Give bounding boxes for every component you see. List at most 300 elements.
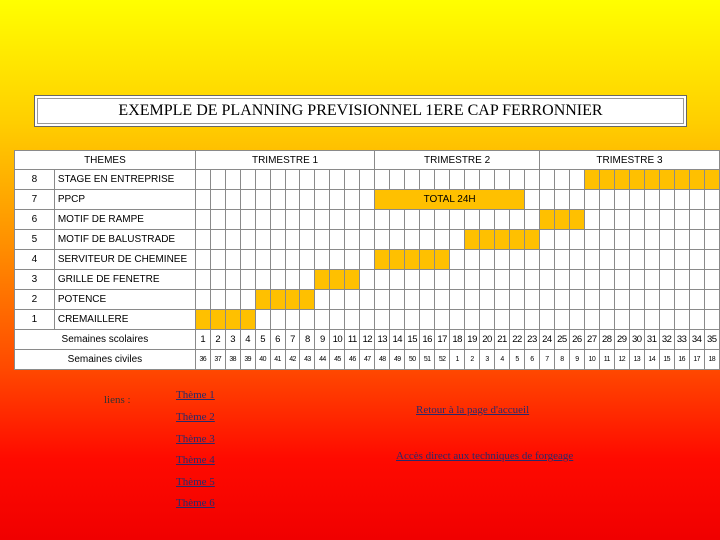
week-cell xyxy=(330,290,345,310)
week-cell xyxy=(450,270,465,290)
school-week-number: 12 xyxy=(360,330,375,350)
week-cell xyxy=(255,310,270,330)
week-cell xyxy=(345,190,360,210)
scheduled-week-cell xyxy=(674,170,689,190)
week-cell xyxy=(704,250,719,270)
gantt-row xyxy=(15,190,720,210)
week-cell xyxy=(480,170,495,190)
school-week-number: 13 xyxy=(375,330,390,350)
week-cell xyxy=(375,310,390,330)
scheduled-week-cell xyxy=(584,170,599,190)
home-page-link[interactable]: Retour à la page d'accueil xyxy=(416,404,530,416)
theme-label: POTENCE xyxy=(54,290,195,310)
week-cell xyxy=(510,250,525,270)
week-cell xyxy=(435,230,450,250)
week-cell xyxy=(480,210,495,230)
week-cell xyxy=(689,270,704,290)
week-cell xyxy=(554,230,569,250)
week-cell xyxy=(510,290,525,310)
page-title-text: EXEMPLE DE PLANNING PREVISIONNEL 1ERE CAP FERRONNIER xyxy=(118,102,603,119)
week-cell xyxy=(315,170,330,190)
week-cell xyxy=(300,170,315,190)
week-cell xyxy=(240,230,255,250)
school-week-number: 16 xyxy=(420,330,435,350)
civil-weeks-row xyxy=(15,350,720,370)
week-cell xyxy=(524,170,539,190)
week-cell xyxy=(195,210,210,230)
week-cell xyxy=(554,270,569,290)
week-cell xyxy=(195,190,210,210)
week-cell xyxy=(390,230,405,250)
school-week-number: 11 xyxy=(345,330,360,350)
school-week-number: 18 xyxy=(450,330,465,350)
week-cell xyxy=(270,170,285,190)
gantt-row xyxy=(15,230,720,250)
school-week-number: 27 xyxy=(584,330,599,350)
week-cell xyxy=(420,210,435,230)
week-cell xyxy=(300,190,315,210)
scheduled-week-cell xyxy=(405,250,420,270)
week-cell xyxy=(285,310,300,330)
week-cell xyxy=(210,210,225,230)
scheduled-week-cell xyxy=(225,310,240,330)
week-cell xyxy=(495,210,510,230)
school-week-number: 10 xyxy=(330,330,345,350)
week-cell xyxy=(614,290,629,310)
week-cell xyxy=(450,230,465,250)
week-cell xyxy=(420,170,435,190)
scheduled-week-cell xyxy=(315,270,330,290)
week-cell xyxy=(210,170,225,190)
civil-week-number: 37 xyxy=(210,350,225,370)
week-cell xyxy=(240,210,255,230)
week-cell xyxy=(360,210,375,230)
week-cell xyxy=(315,190,330,210)
gantt-row xyxy=(15,170,720,190)
week-cell xyxy=(285,250,300,270)
scheduled-week-cell xyxy=(255,290,270,310)
scheduled-week-cell xyxy=(375,250,390,270)
week-cell xyxy=(584,250,599,270)
week-cell xyxy=(495,310,510,330)
week-cell xyxy=(225,170,240,190)
week-cell xyxy=(704,270,719,290)
week-cell xyxy=(240,250,255,270)
week-cell xyxy=(569,310,584,330)
civil-week-number: 50 xyxy=(405,350,420,370)
theme-label: CREMAILLERE xyxy=(54,310,195,330)
week-cell xyxy=(465,170,480,190)
week-cell xyxy=(510,310,525,330)
week-cell xyxy=(659,210,674,230)
civil-week-number: 49 xyxy=(390,350,405,370)
scheduled-week-cell xyxy=(465,230,480,250)
gantt-row xyxy=(15,210,720,230)
week-cell xyxy=(644,290,659,310)
civil-week-number: 52 xyxy=(435,350,450,370)
week-cell xyxy=(659,230,674,250)
theme-number: 8 xyxy=(15,170,55,190)
week-cell xyxy=(240,170,255,190)
school-week-number: 32 xyxy=(659,330,674,350)
civil-week-number: 43 xyxy=(300,350,315,370)
trimester-1-header: TRIMESTRE 1 xyxy=(195,151,374,170)
week-cell xyxy=(375,270,390,290)
theme-number: 5 xyxy=(15,230,55,250)
week-cell xyxy=(569,250,584,270)
theme-label: MOTIF DE RAMPE xyxy=(54,210,195,230)
week-cell xyxy=(360,270,375,290)
theme-label: SERVITEUR DE CHEMINEE xyxy=(54,250,195,270)
week-cell xyxy=(614,210,629,230)
week-cell xyxy=(390,210,405,230)
school-week-number: 21 xyxy=(495,330,510,350)
week-cell xyxy=(225,250,240,270)
scheduled-week-cell xyxy=(629,170,644,190)
theme-number: 7 xyxy=(15,190,55,210)
week-cell xyxy=(539,230,554,250)
gantt-row xyxy=(15,290,720,310)
week-cell xyxy=(345,250,360,270)
week-cell xyxy=(360,250,375,270)
week-cell xyxy=(450,250,465,270)
week-cell xyxy=(315,290,330,310)
scheduled-week-cell xyxy=(480,230,495,250)
school-week-number: 17 xyxy=(435,330,450,350)
school-week-number: 2 xyxy=(210,330,225,350)
week-cell xyxy=(510,210,525,230)
theme-4-link[interactable]: Thème 4 xyxy=(176,454,215,466)
week-cell xyxy=(644,310,659,330)
week-cell xyxy=(584,190,599,210)
scheduled-week-cell xyxy=(689,170,704,190)
week-cell xyxy=(674,210,689,230)
week-cell xyxy=(524,310,539,330)
week-cell xyxy=(330,250,345,270)
scheduled-week-cell xyxy=(420,250,435,270)
week-cell xyxy=(495,270,510,290)
week-cell xyxy=(599,230,614,250)
week-cell xyxy=(689,310,704,330)
scheduled-week-cell xyxy=(554,210,569,230)
theme-number: 1 xyxy=(15,310,55,330)
civil-week-number: 14 xyxy=(644,350,659,370)
week-cell xyxy=(330,230,345,250)
week-cell xyxy=(420,230,435,250)
week-cell xyxy=(210,250,225,270)
civil-week-number: 11 xyxy=(599,350,614,370)
scheduled-week-cell xyxy=(390,250,405,270)
week-cell xyxy=(195,250,210,270)
week-cell xyxy=(420,270,435,290)
week-cell xyxy=(584,230,599,250)
week-cell xyxy=(240,270,255,290)
school-week-number: 6 xyxy=(270,330,285,350)
week-cell xyxy=(599,290,614,310)
theme-2-link[interactable]: Thème 2 xyxy=(176,411,215,423)
school-week-number: 20 xyxy=(480,330,495,350)
week-cell xyxy=(480,290,495,310)
week-cell xyxy=(405,290,420,310)
week-cell xyxy=(210,190,225,210)
week-cell xyxy=(330,170,345,190)
week-cell xyxy=(704,290,719,310)
week-cell xyxy=(300,230,315,250)
civil-week-number: 6 xyxy=(524,350,539,370)
week-cell xyxy=(495,250,510,270)
week-cell xyxy=(270,210,285,230)
civil-week-number: 42 xyxy=(285,350,300,370)
civil-week-number: 45 xyxy=(330,350,345,370)
week-cell xyxy=(225,230,240,250)
week-cell xyxy=(539,270,554,290)
week-cell xyxy=(644,250,659,270)
week-cell xyxy=(270,230,285,250)
theme-label: MOTIF DE BALUSTRADE xyxy=(54,230,195,250)
week-cell xyxy=(674,230,689,250)
week-cell xyxy=(225,270,240,290)
school-week-number: 15 xyxy=(405,330,420,350)
week-cell xyxy=(390,290,405,310)
civil-week-number: 36 xyxy=(195,350,210,370)
week-cell xyxy=(315,250,330,270)
week-cell xyxy=(465,250,480,270)
week-cell xyxy=(599,270,614,290)
week-cell xyxy=(225,210,240,230)
week-cell xyxy=(629,210,644,230)
week-cell xyxy=(405,210,420,230)
week-cell xyxy=(285,170,300,190)
week-cell xyxy=(480,250,495,270)
week-cell xyxy=(225,290,240,310)
civil-week-number: 5 xyxy=(510,350,525,370)
week-cell xyxy=(644,210,659,230)
theme-6-link[interactable]: Thème 6 xyxy=(176,497,215,509)
week-cell xyxy=(315,230,330,250)
week-cell xyxy=(420,290,435,310)
week-cell xyxy=(195,230,210,250)
total-hours-bar: TOTAL 24H xyxy=(375,190,525,210)
week-cell xyxy=(704,190,719,210)
civil-week-number: 51 xyxy=(420,350,435,370)
week-cell xyxy=(554,310,569,330)
week-cell xyxy=(405,170,420,190)
civil-week-number: 9 xyxy=(569,350,584,370)
civil-week-number: 40 xyxy=(255,350,270,370)
school-week-number: 3 xyxy=(225,330,240,350)
school-week-number: 24 xyxy=(539,330,554,350)
school-week-number: 31 xyxy=(644,330,659,350)
week-cell xyxy=(300,250,315,270)
week-cell xyxy=(435,310,450,330)
scheduled-week-cell xyxy=(569,210,584,230)
gantt-row xyxy=(15,310,720,330)
week-cell xyxy=(554,290,569,310)
week-cell xyxy=(285,190,300,210)
civil-week-number: 15 xyxy=(659,350,674,370)
links-label: liens : xyxy=(104,394,131,406)
civil-week-number: 8 xyxy=(554,350,569,370)
week-cell xyxy=(330,310,345,330)
week-cell xyxy=(629,190,644,210)
week-cell xyxy=(270,270,285,290)
week-cell xyxy=(390,310,405,330)
theme-5-link[interactable]: Thème 5 xyxy=(176,476,215,488)
school-week-number: 8 xyxy=(300,330,315,350)
week-cell xyxy=(210,270,225,290)
week-cell xyxy=(300,210,315,230)
week-cell xyxy=(510,270,525,290)
civil-week-number: 3 xyxy=(480,350,495,370)
school-week-number: 23 xyxy=(524,330,539,350)
civil-week-number: 47 xyxy=(360,350,375,370)
week-cell xyxy=(390,170,405,190)
week-cell xyxy=(524,190,539,210)
week-cell xyxy=(345,170,360,190)
week-cell xyxy=(480,270,495,290)
week-cell xyxy=(480,310,495,330)
scheduled-week-cell xyxy=(510,230,525,250)
theme-number: 3 xyxy=(15,270,55,290)
scheduled-week-cell xyxy=(659,170,674,190)
week-cell xyxy=(539,250,554,270)
week-cell xyxy=(659,190,674,210)
scheduled-week-cell xyxy=(240,310,255,330)
week-cell xyxy=(644,270,659,290)
civil-week-number: 16 xyxy=(674,350,689,370)
week-cell xyxy=(405,230,420,250)
civil-week-number: 12 xyxy=(614,350,629,370)
scheduled-week-cell xyxy=(539,210,554,230)
civil-weeks-label: Semaines civiles xyxy=(15,350,196,370)
week-cell xyxy=(584,310,599,330)
school-week-number: 30 xyxy=(629,330,644,350)
week-cell xyxy=(255,250,270,270)
week-cell xyxy=(659,310,674,330)
week-cell xyxy=(704,310,719,330)
civil-week-number: 39 xyxy=(240,350,255,370)
civil-week-number: 18 xyxy=(704,350,719,370)
week-cell xyxy=(435,210,450,230)
school-week-number: 7 xyxy=(285,330,300,350)
civil-week-number: 2 xyxy=(465,350,480,370)
school-week-number: 4 xyxy=(240,330,255,350)
school-week-number: 1 xyxy=(195,330,210,350)
scheduled-week-cell xyxy=(270,290,285,310)
school-weeks-row xyxy=(15,330,720,350)
week-cell xyxy=(614,310,629,330)
week-cell xyxy=(495,290,510,310)
week-cell xyxy=(569,270,584,290)
week-cell xyxy=(554,250,569,270)
civil-week-number: 1 xyxy=(450,350,465,370)
civil-week-number: 46 xyxy=(345,350,360,370)
theme-label: GRILLE DE FENETRE xyxy=(54,270,195,290)
week-cell xyxy=(599,310,614,330)
week-cell xyxy=(330,210,345,230)
week-cell xyxy=(599,250,614,270)
week-cell xyxy=(689,210,704,230)
week-cell xyxy=(360,190,375,210)
week-cell xyxy=(255,210,270,230)
week-cell xyxy=(614,230,629,250)
forging-techniques-link[interactable]: Accès direct aux techniques de forgeage xyxy=(396,450,574,462)
week-cell xyxy=(360,170,375,190)
week-cell xyxy=(599,210,614,230)
week-cell xyxy=(210,290,225,310)
scheduled-week-cell xyxy=(644,170,659,190)
week-cell xyxy=(465,210,480,230)
week-cell xyxy=(270,250,285,270)
scheduled-week-cell xyxy=(210,310,225,330)
week-cell xyxy=(539,190,554,210)
week-cell xyxy=(465,290,480,310)
week-cell xyxy=(629,270,644,290)
week-cell xyxy=(629,250,644,270)
week-cell xyxy=(524,210,539,230)
week-cell xyxy=(345,230,360,250)
week-cell xyxy=(704,210,719,230)
week-cell xyxy=(240,290,255,310)
school-week-number: 33 xyxy=(674,330,689,350)
week-cell xyxy=(285,210,300,230)
scheduled-week-cell xyxy=(704,170,719,190)
week-cell xyxy=(420,310,435,330)
week-cell xyxy=(674,310,689,330)
week-cell xyxy=(375,230,390,250)
week-cell xyxy=(644,190,659,210)
school-week-number: 26 xyxy=(569,330,584,350)
week-cell xyxy=(629,230,644,250)
week-cell xyxy=(465,270,480,290)
week-cell xyxy=(405,270,420,290)
trimester-2-header: TRIMESTRE 2 xyxy=(375,151,540,170)
week-cell xyxy=(524,290,539,310)
week-cell xyxy=(405,310,420,330)
week-cell xyxy=(614,250,629,270)
week-cell xyxy=(255,170,270,190)
theme-number: 2 xyxy=(15,290,55,310)
school-week-number: 14 xyxy=(390,330,405,350)
week-cell xyxy=(554,170,569,190)
gantt-row xyxy=(15,250,720,270)
week-cell xyxy=(510,170,525,190)
theme-1-link[interactable]: Thème 1 xyxy=(176,389,215,401)
theme-3-link[interactable]: Thème 3 xyxy=(176,433,215,445)
scheduled-week-cell xyxy=(330,270,345,290)
week-cell xyxy=(345,310,360,330)
week-cell xyxy=(689,250,704,270)
week-cell xyxy=(330,190,345,210)
week-cell xyxy=(569,230,584,250)
page-title xyxy=(34,95,687,127)
theme-number: 4 xyxy=(15,250,55,270)
week-cell xyxy=(375,210,390,230)
week-cell xyxy=(629,290,644,310)
week-cell xyxy=(689,290,704,310)
week-cell xyxy=(524,250,539,270)
week-cell xyxy=(659,290,674,310)
week-cell xyxy=(689,190,704,210)
scheduled-week-cell xyxy=(345,270,360,290)
week-cell xyxy=(614,270,629,290)
week-cell xyxy=(450,310,465,330)
week-cell xyxy=(345,290,360,310)
school-week-number: 25 xyxy=(554,330,569,350)
week-cell xyxy=(584,270,599,290)
week-cell xyxy=(674,290,689,310)
school-week-number: 22 xyxy=(510,330,525,350)
